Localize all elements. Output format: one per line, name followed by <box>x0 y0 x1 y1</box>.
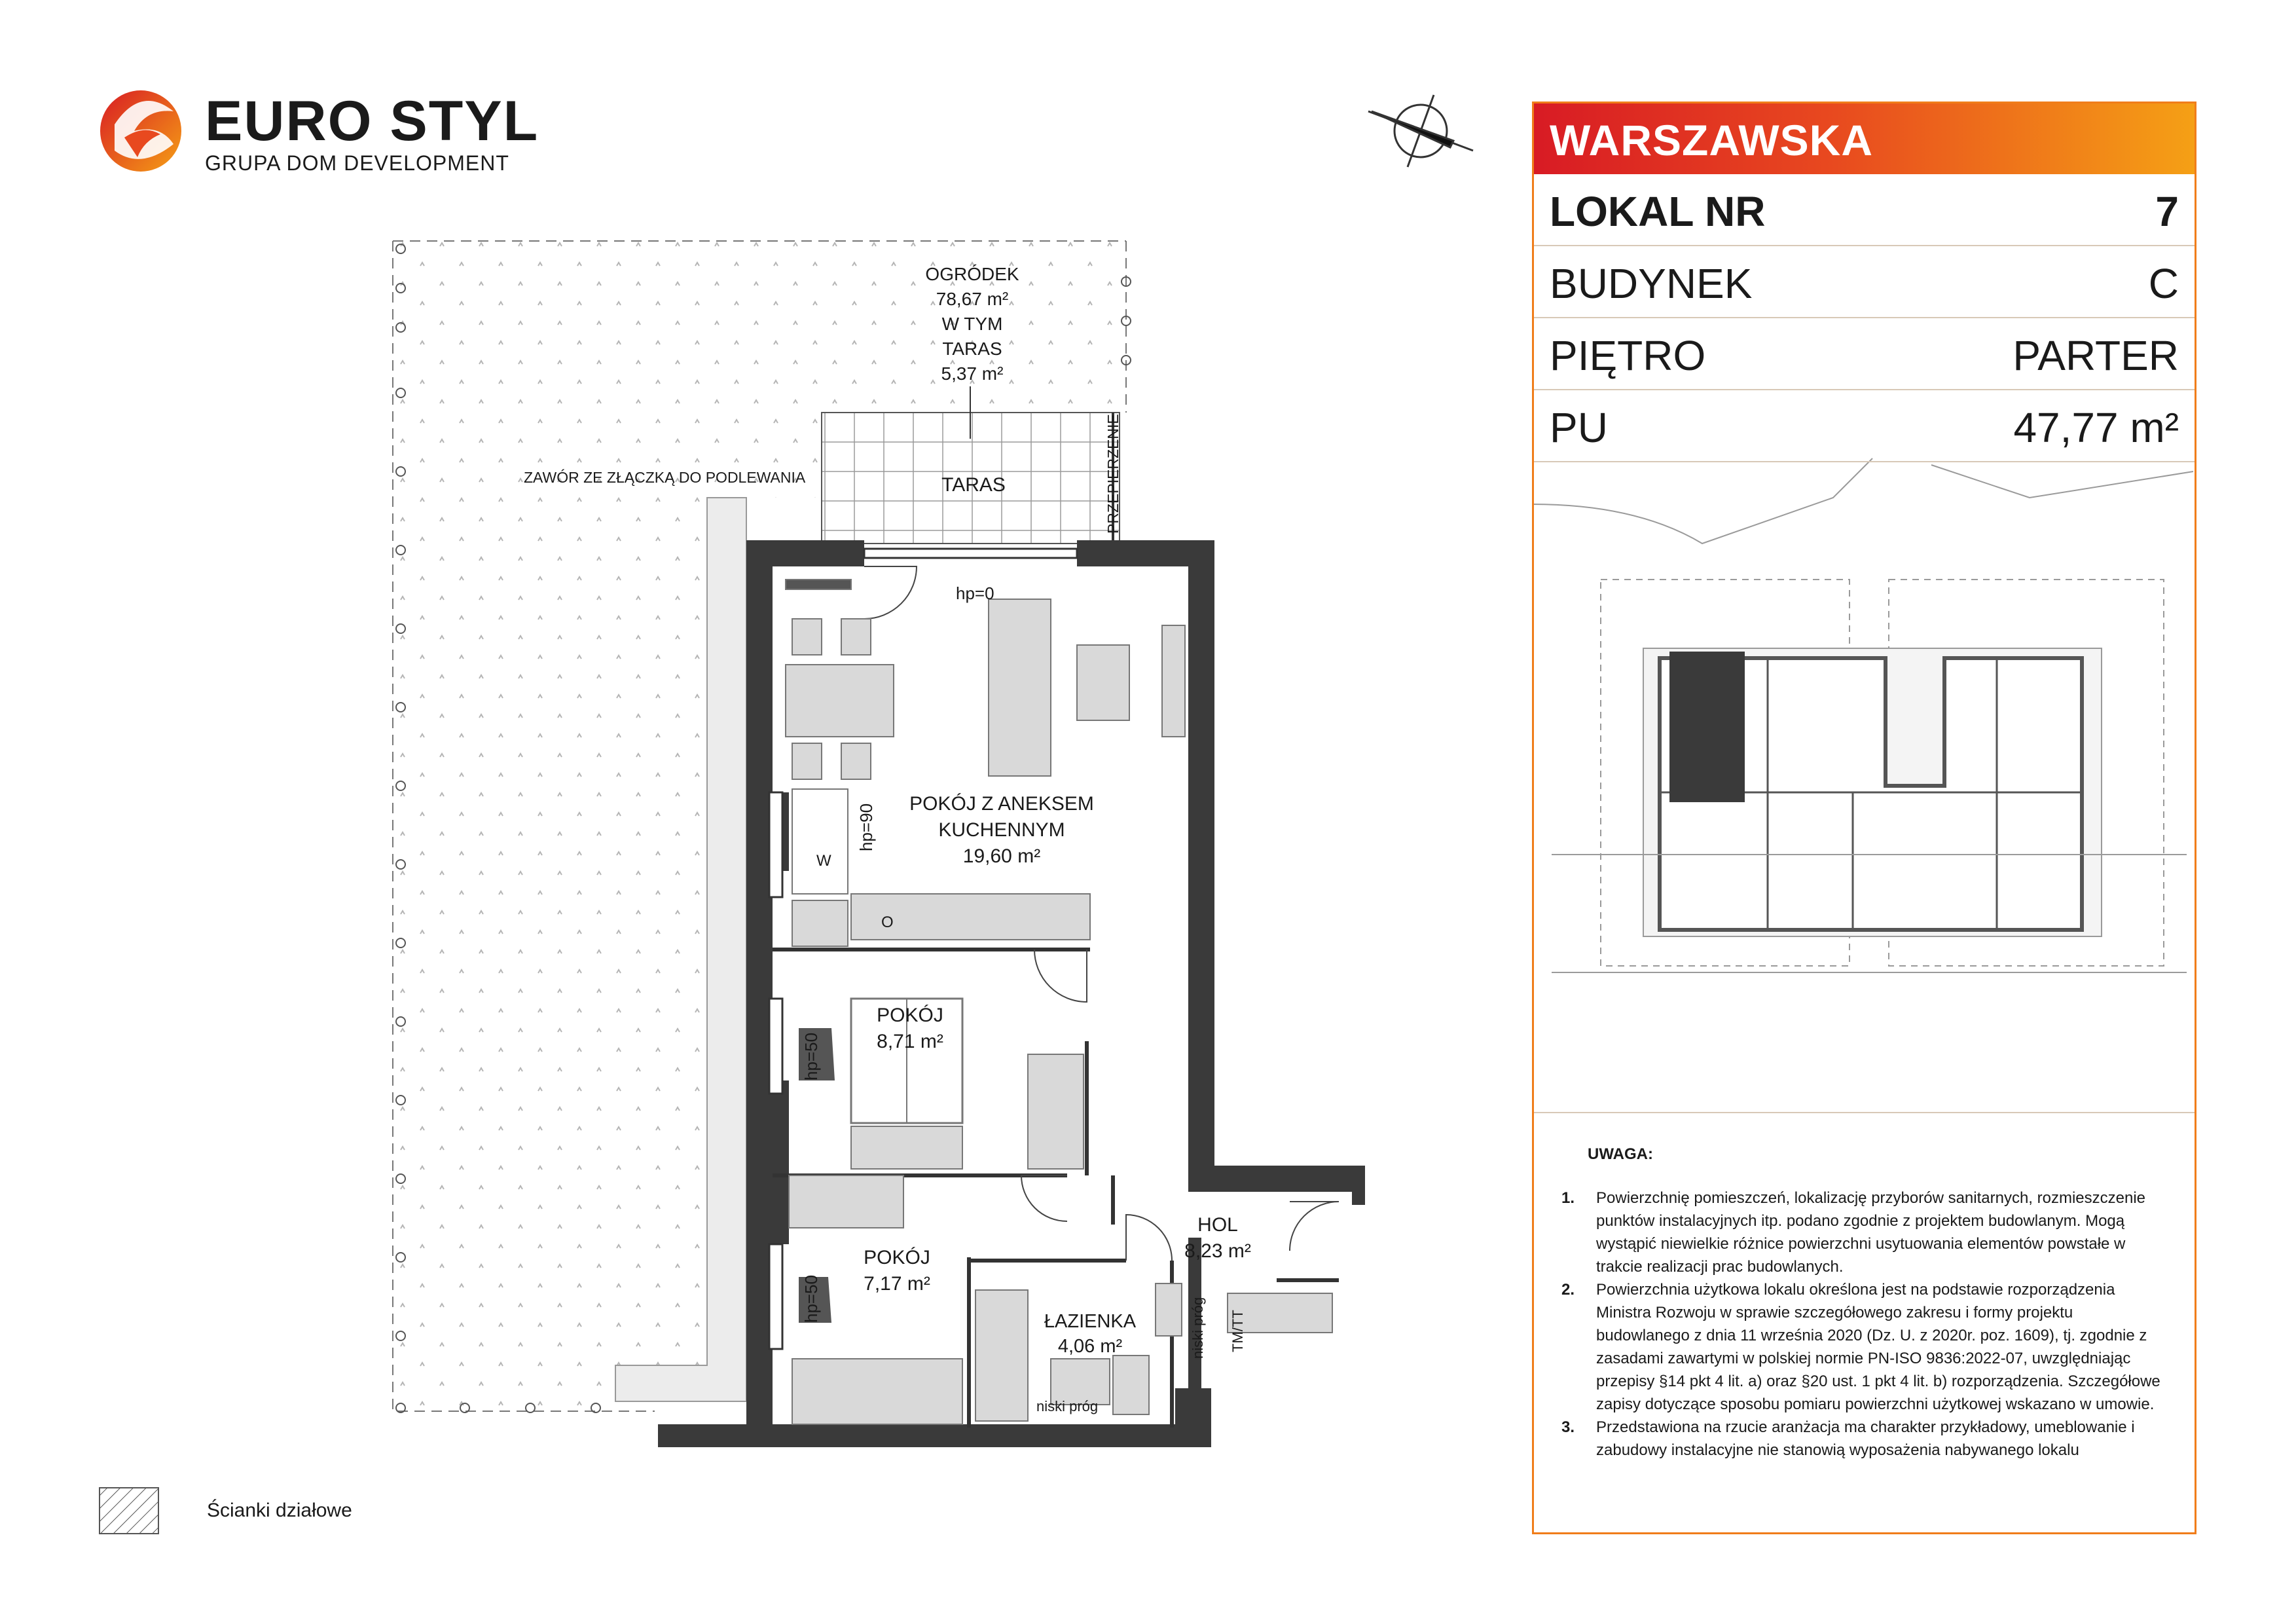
note-text: Przedstawiona na rzucie aranżacja ma charakter przykładowy, umeblowanie i zabudowy instalacyjne nie stanowią wyposażenia nabywanego lokalu <box>1596 1418 2135 1459</box>
garden-incl-label: W TYM <box>941 314 1003 334</box>
budynek-label: BUDYNEK <box>1550 260 1753 307</box>
low-sill-label-1: niski próg <box>1036 1398 1099 1414</box>
hall-label: HOL <box>1197 1214 1238 1236</box>
pu-value: 47,77 m² <box>2013 404 2179 451</box>
north-arrow-icon <box>1368 95 1473 167</box>
room2-area: 7,17 m² <box>864 1273 930 1295</box>
hp50-room1-label: hp=50 <box>801 1032 821 1080</box>
tm-tt-label: TM/TT <box>1230 1310 1246 1352</box>
room1-area: 8,71 m² <box>877 1031 943 1052</box>
note-text: Powierzchnię pomieszczeń, lokalizację przyborów sanitarnych, rozmieszczenie punktów instalacyjnych itp. podano zgodnie z projektem budowlanym. Mogą wystąpić niewielkie różnice powierzchni usytuowania elementów powstałe w trakcie realizacji prac budowlanych. <box>1596 1189 2146 1276</box>
living-room-label-2: KUCHENNYM <box>938 819 1065 841</box>
garden-label: OGRÓDEK <box>925 264 1019 284</box>
note-item <box>1561 1278 2164 1416</box>
investment-title-bar <box>1534 103 2195 174</box>
note-item <box>1561 1187 2164 1278</box>
valve-label: ZAWÓR ZE ZŁĄCZKĄ DO PODLEWANIA <box>524 469 806 486</box>
note-number: 3. <box>1561 1418 1575 1436</box>
pu-row <box>1534 390 2195 462</box>
note-item <box>1561 1416 2164 1462</box>
lokal-label: LOKAL NR <box>1550 188 1766 235</box>
hp90-label: hp=90 <box>856 803 876 851</box>
garden-terrace-area-value: 5,37 m² <box>941 363 1004 384</box>
washer-label: W <box>816 852 831 870</box>
terrace-label: TARAS <box>941 474 1006 496</box>
hp0-label: hp=0 <box>956 583 994 603</box>
investment-title: WARSZAWSKA <box>1550 116 1873 164</box>
living-room-area: 19,60 m² <box>962 845 1041 867</box>
pietro-row <box>1534 318 2195 390</box>
room2-label: POKÓJ <box>864 1247 930 1268</box>
pu-label: PU <box>1550 404 1608 451</box>
note-number: 2. <box>1561 1281 1575 1299</box>
notes-section <box>1561 1143 2164 1462</box>
legend-label: Ścianki działowe <box>207 1500 352 1521</box>
garden-area-value: 78,67 m² <box>936 289 1009 309</box>
pietro-value: PARTER <box>2013 332 2179 379</box>
brand-name: EURO STYL <box>205 90 539 153</box>
note-text: Powierzchnia użytkowa lokalu określona jest na podstawie rozporządzenia Ministra Rozwoju w sprawie szczegółowego zakresu i formy projektu budowlanego z dnia 11 września 2020 (Dz. U. z 2020r. poz. 1609), tj. zgodnie z zasadami zawartymi w polskiej normie PN-ISO 9836:2022-07, uwzględniając przepisy §14 pkt 4 lit. a) oraz §20 ust. 1 pkt 4 lit. b) rozporządzenia. Szczegółowe zapisy dotyczące sposobu pomiaru powierzchni użytkowej wskazano w umowie. <box>1596 1281 2160 1413</box>
garden-terrace-label: TARAS <box>942 339 1002 359</box>
budynek-row <box>1534 246 2195 318</box>
hall-area: 8,23 m² <box>1184 1240 1251 1262</box>
lokal-row <box>1534 174 2195 246</box>
brand-subtitle: GRUPA DOM DEVELOPMENT <box>205 151 509 175</box>
pietro-label: PIĘTRO <box>1550 332 1706 379</box>
hp50-room2-label: hp=50 <box>801 1274 821 1323</box>
budynek-value: C <box>2148 260 2179 307</box>
partition-label: PRZEPIERZENIE <box>1104 414 1121 534</box>
oven-label: O <box>881 913 894 931</box>
low-sill-label-2: niski próg <box>1190 1297 1206 1359</box>
notes-title: UWAGA: <box>1588 1145 1653 1163</box>
lokal-value: 7 <box>2155 188 2179 235</box>
partition-legend-swatch <box>100 1488 158 1534</box>
room1-label: POKÓJ <box>877 1005 943 1026</box>
bathroom-label: ŁAZIENKA <box>1044 1311 1137 1332</box>
living-room-label-1: POKÓJ Z ANEKSEM <box>909 793 1094 815</box>
logo-icon <box>100 90 181 172</box>
bathroom-area: 4,06 m² <box>1057 1336 1123 1357</box>
note-number: 1. <box>1561 1189 1575 1207</box>
